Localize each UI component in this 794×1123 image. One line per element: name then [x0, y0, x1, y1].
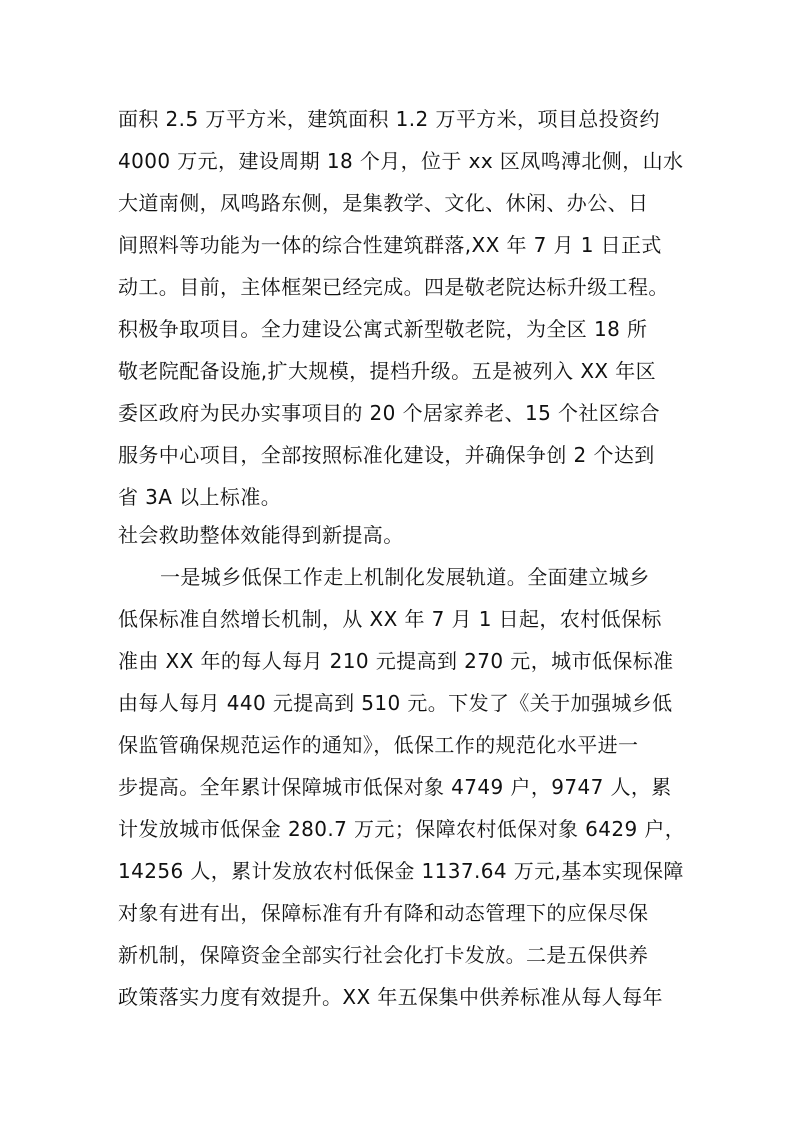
text-line: 间照料等功能为一体的综合性建筑群落,XX 年 7 月 1 日正式 [118, 233, 662, 257]
text-line: 省 3A 以上标准。 [118, 485, 282, 509]
text-line: 4000 万元，建设周期 18 个月，位于 xx 区凤鸣溥北侧，山水 [118, 149, 684, 173]
text-line: 准由 XX 年的每人每月 210 元提高到 270 元，城市低保标准 [118, 649, 674, 673]
text-line: 面积 2.5 万平方米，建筑面积 1.2 万平方米，项目总投资约 [118, 107, 660, 131]
text-line: 14256 人，累计发放农村低保金 1137.64 万元,基本实现保障 [118, 859, 684, 883]
text-line: 积极争取项目。全力建设公寓式新型敬老院，为全区 18 所 [118, 317, 648, 341]
text-line: 敬老院配备设施,扩大规模，提档升级。五是被列入 XX 年区 [118, 359, 657, 383]
text-line: 步提高。全年累计保障城市低保对象 4749 户，9747 人，累 [118, 775, 672, 799]
text-line: 服务中心项目，全部按照标准化建设，并确保争创 2 个达到 [118, 443, 655, 467]
text-line: 委区政府为民办实事项目的 20 个居家养老、15 个社区综合 [118, 401, 660, 425]
text-line: 政策落实力度有效提升。XX 年五保集中供养标准从每人每年 [118, 985, 663, 1009]
text-line: 动工。目前，主体框架已经完成。四是敬老院达标升级工程。 [118, 275, 669, 299]
section-heading: 社会救助整体效能得到新提高。 [118, 523, 404, 547]
text-line: 计发放城市低保金 280.7 万元；保障农村低保对象 6429 户， [118, 817, 686, 841]
text-line: 对象有进有出，保障标准有升有降和动态管理下的应保尽保 [118, 901, 649, 925]
text-line: 低保标准自然增长机制，从 XX 年 7 月 1 日起，农村低保标 [118, 607, 662, 631]
text-line: 由每人每月 440 元提高到 510 元。下发了《关于加强城乡低 [118, 691, 673, 715]
text-line: 保监管确保规范运作的通知》，低保工作的规范化水平进一 [118, 733, 639, 757]
text-line: 大道南侧，凤鸣路东侧，是集教学、文化、休闲、办公、日 [118, 191, 649, 215]
paragraph-first-line: 一是城乡低保工作走上机制化发展轨道。全面建立城乡 [160, 565, 650, 589]
text-line: 新机制，保障资金全部实行社会化打卡发放。二是五保供养 [118, 943, 649, 967]
